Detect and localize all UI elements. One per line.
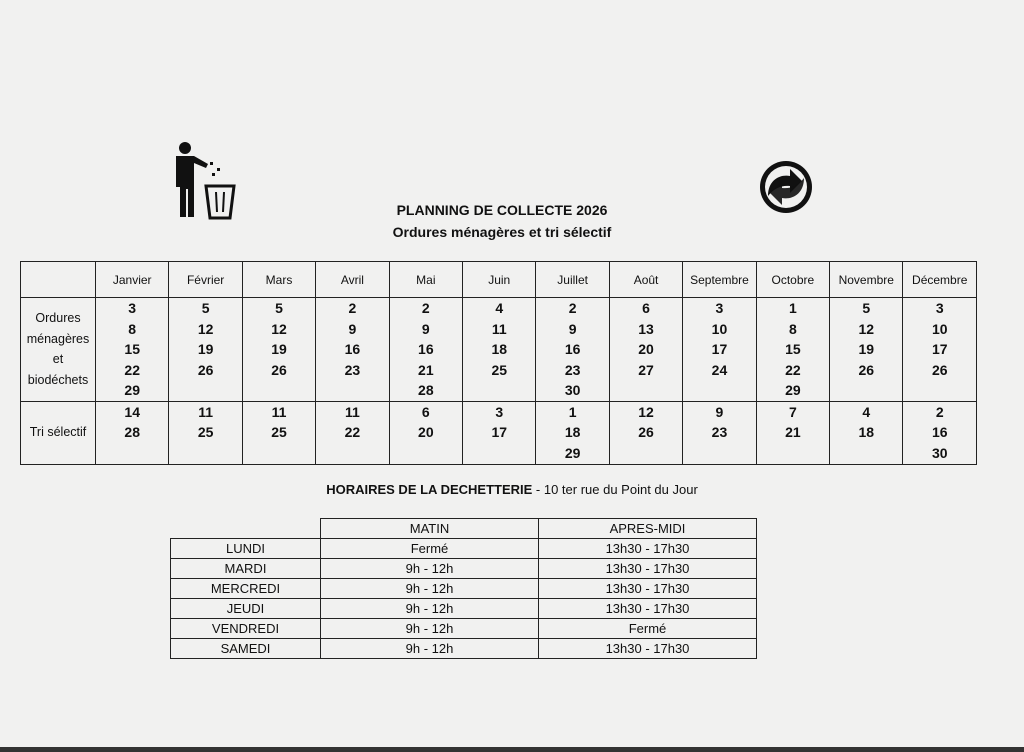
hours-row: [171, 619, 757, 639]
date-value: 2: [421, 300, 430, 316]
date-value: 2: [935, 403, 944, 420]
hours-title: [0, 482, 1024, 497]
month-header: Janvier: [96, 262, 169, 298]
hours-apres: 13h30 - 17h30: [539, 639, 757, 659]
date-cell: [609, 298, 682, 402]
date-value: 8: [128, 320, 137, 337]
date-value: 25: [491, 361, 508, 378]
date-value: 9: [348, 320, 357, 337]
corner-cell: [21, 262, 96, 298]
date-value: 21: [418, 361, 434, 378]
hours-matin: 9h - 12h: [321, 599, 539, 619]
hours-day: SAMEDI: [171, 639, 321, 659]
hours-apres: 13h30 - 17h30: [539, 539, 757, 559]
date-value: 18: [491, 341, 508, 357]
date-value: 3: [935, 300, 944, 316]
date-value: 12: [271, 320, 287, 337]
date-value: 26: [931, 361, 948, 378]
date-value: 16: [418, 341, 434, 357]
date-cell: [242, 298, 315, 402]
date-value: 1: [788, 300, 797, 316]
date-value: 5: [275, 300, 283, 316]
month-header: Décembre: [903, 262, 977, 298]
date-value: 23: [711, 424, 728, 440]
date-value: 9: [421, 320, 430, 337]
date-value: 18: [564, 424, 581, 440]
date-value: 23: [564, 361, 581, 378]
date-cell: [463, 401, 536, 464]
month-header: Août: [609, 262, 682, 298]
date-cell: [830, 298, 903, 402]
date-value: 5: [201, 300, 210, 316]
date-cell: [169, 298, 242, 402]
date-value: 3: [128, 300, 137, 316]
hours-day: VENDREDI: [171, 619, 321, 639]
date-value: 27: [638, 361, 654, 378]
date-value: 2: [348, 300, 357, 316]
month-header: Novembre: [830, 262, 903, 298]
month-header: Février: [169, 262, 242, 298]
date-value: 15: [785, 341, 801, 357]
date-value: 11: [345, 403, 360, 420]
hours-apres: 13h30 - 17h30: [539, 579, 757, 599]
date-cell: [389, 298, 462, 402]
date-value: 21: [785, 424, 801, 440]
date-value: 23: [344, 361, 361, 378]
date-cell: [96, 298, 169, 402]
hours-apres: Fermé: [539, 619, 757, 639]
date-value: 26: [638, 424, 654, 440]
date-value: 11: [491, 320, 507, 337]
date-value: 8: [788, 320, 797, 337]
date-value: 1: [568, 403, 577, 420]
hours-row: [171, 599, 757, 619]
date-value: 7: [788, 403, 797, 420]
date-cell: [683, 401, 756, 464]
month-header: Avril: [316, 262, 389, 298]
hours-matin: 9h - 12h: [321, 619, 539, 639]
date-value: 2: [568, 300, 577, 316]
date-value: 4: [862, 403, 871, 420]
date-value: 19: [271, 341, 287, 357]
date-value: 17: [711, 341, 728, 357]
date-value: 11: [198, 403, 214, 420]
date-value: 26: [271, 361, 287, 378]
hours-apres: 13h30 - 17h30: [539, 559, 757, 579]
date-value: 29: [124, 382, 140, 398]
hours-row: [171, 639, 757, 659]
date-cell: [316, 298, 389, 402]
month-header: Octobre: [756, 262, 829, 298]
hours-row: [171, 579, 757, 599]
date-value: 12: [638, 403, 654, 420]
hours-row: [171, 559, 757, 579]
date-value: 26: [197, 361, 214, 378]
date-value: 16: [344, 341, 361, 357]
date-value: 16: [564, 341, 581, 357]
date-value: 28: [124, 424, 140, 440]
hours-matin: 9h - 12h: [321, 639, 539, 659]
date-value: 19: [197, 341, 214, 357]
hours-row: [171, 539, 757, 559]
hours-title-bold: HORAIRES DE LA DECHETTERIE: [326, 482, 533, 497]
date-cell: [96, 401, 169, 464]
date-value: 22: [785, 361, 801, 378]
hours-day: JEUDI: [171, 599, 321, 619]
date-value: 6: [421, 403, 430, 420]
date-cell: [903, 298, 977, 402]
row-label: Tri sélectif: [21, 401, 96, 464]
hours-matin: 9h - 12h: [321, 559, 539, 579]
date-value: 20: [418, 424, 434, 440]
page-title: PLANNING DE COLLECTE 2026: [396, 202, 608, 218]
month-header: Juin: [463, 262, 536, 298]
date-value: 20: [638, 341, 654, 357]
hours-address: - 10 ter rue du Point du Jour: [532, 482, 698, 497]
date-value: 29: [785, 382, 801, 398]
header-apres-midi: APRES-MIDI: [539, 519, 757, 539]
date-cell: [609, 401, 682, 464]
date-value: 18: [858, 424, 875, 440]
date-value: 26: [858, 361, 875, 378]
date-value: 9: [568, 320, 577, 337]
month-header: Mars: [242, 262, 315, 298]
date-cell: [683, 298, 756, 402]
hours-day: LUNDI: [171, 539, 321, 559]
date-value: 6: [642, 300, 650, 316]
collection-schedule-table: [20, 261, 977, 465]
date-value: 22: [124, 361, 140, 378]
hours-day: MARDI: [171, 559, 321, 579]
date-cell: [903, 401, 977, 464]
date-cell: [316, 401, 389, 464]
month-header: Juillet: [536, 262, 609, 298]
date-value: 11: [271, 403, 287, 420]
date-value: 17: [491, 424, 508, 440]
hours-matin: Fermé: [321, 539, 539, 559]
date-value: 25: [197, 424, 214, 440]
date-value: 12: [858, 320, 875, 337]
date-value: 17: [931, 341, 948, 357]
date-cell: [463, 298, 536, 402]
date-value: 13: [638, 320, 654, 337]
date-value: 24: [711, 361, 728, 378]
date-cell: [169, 401, 242, 464]
date-value: 10: [711, 320, 728, 337]
date-value: 9: [715, 403, 724, 420]
date-value: 29: [564, 444, 581, 461]
date-cell: [536, 401, 609, 464]
hours-matin: 9h - 12h: [321, 579, 539, 599]
hours-day: MERCREDI: [171, 579, 321, 599]
opening-hours-table: [170, 518, 757, 659]
date-value: 14: [124, 403, 140, 420]
date-cell: [536, 298, 609, 402]
date-cell: [756, 401, 829, 464]
date-cell: [830, 401, 903, 464]
date-value: 12: [197, 320, 214, 337]
date-value: 15: [124, 341, 140, 357]
month-header: Septembre: [683, 262, 756, 298]
date-value: 28: [418, 382, 434, 398]
month-header: Mai: [389, 262, 462, 298]
blank-cell: [171, 519, 321, 539]
date-value: 16: [931, 424, 948, 440]
date-value: 22: [344, 424, 361, 440]
page-edge: [0, 747, 1024, 752]
date-value: 10: [931, 320, 948, 337]
date-value: 5: [862, 300, 871, 316]
date-value: 25: [271, 424, 287, 440]
date-value: 30: [564, 382, 581, 398]
date-value: 3: [715, 300, 724, 316]
header-matin: MATIN: [321, 519, 539, 539]
page-subtitle: Ordures ménagères et tri sélectif: [392, 224, 612, 240]
date-value: 30: [931, 444, 948, 461]
date-cell: [242, 401, 315, 464]
date-cell: [756, 298, 829, 402]
date-value: 3: [495, 403, 504, 420]
date-value: 4: [495, 300, 504, 316]
date-value: 19: [858, 341, 875, 357]
hours-apres: 13h30 - 17h30: [539, 599, 757, 619]
date-cell: [389, 401, 462, 464]
row-label: Ordures ménagères et biodéchets: [21, 298, 96, 402]
